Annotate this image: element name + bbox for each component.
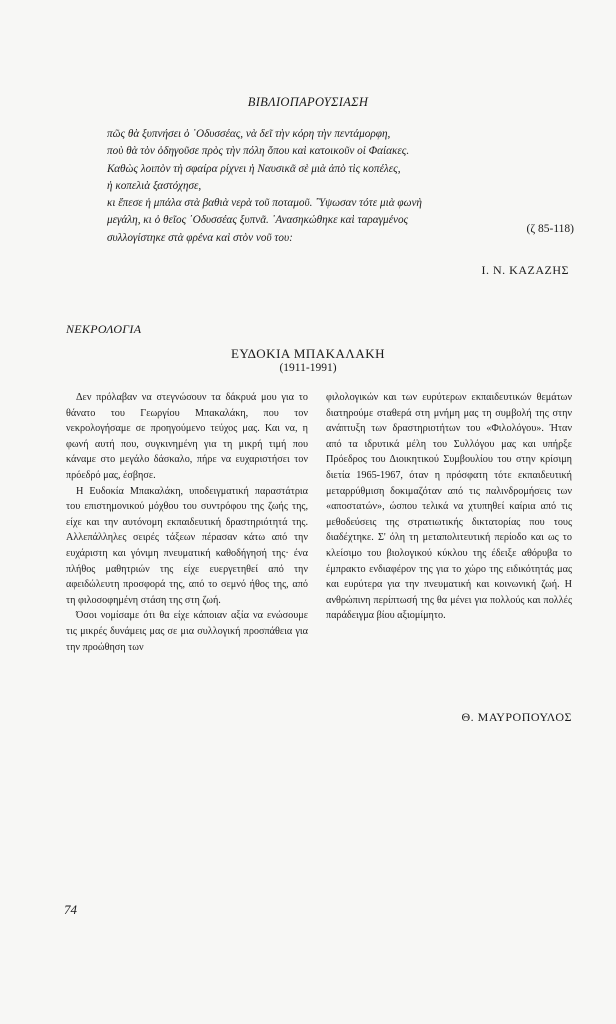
poem-line: ποὺ θὰ τὸν ὁδηγοῦσε πρὸς τὴν πόλη ὅπου καὶ κατοικοῦν οἱ Φαίακες. [107,145,410,158]
poem-line: κι ἔπεσε ἡ μπάλα στὰ βαθιὰ νερὰ τοῦ ποταμοῦ. ῍Υψωσαν τότε μιὰ φωνὴ [107,197,422,210]
poem-line: ἡ κοπελιὰ ξαστόχησε, [107,179,202,192]
page-number: 74 [64,902,77,917]
paragraph: φιλολογικών και των ευρύτερων εκπαιδευτικών θεμάτων διατηρούμε σταθερά στη μνήμη μας τη συμβολή της στην ανάπτυξη των δραστηριοτήτων του «Φιλολόγου». Ήταν από τα ιδρυτικά μέλη του Συλλόγου μας και υπήρξε Πρόεδρος του Διοικητικού Συμβουλίου του στην κρίσιμη διετία 1965-1967, όταν η πρόσφατη τότε εκπαιδευτική μεταρρύθμιση δοκιμαζόταν από τις παλινδρομήσεις των «αποστατών», ώσπου τελικά να χτυπηθεί καίρια από τις μεθοδεύσεις της στρατιωτικής δικτατορίας που τους διαδέχτηκε. Σ' όλη τη μεταπολιτευτική περίοδο και ως το κλείσιμο του βιολογικού κύκλου της έδειξε αθόρυβα το έμπρακτο ενδιαφέρον της για το χώρο της ειδικότητάς μας και ευρύτερα για την πνευματική και κοινωνική ζωή. Η ανθρώπινη περίπτωσή της θα μένει για πολλούς και πολλές παράδειγμα βίου αξιομίμητο. [326,392,572,622]
obituary-left-column [66,390,308,655]
obituary-signature: Θ. ΜΑΥΡΟΠΟΥΛΟΣ [461,710,572,724]
obituary-name: ΕΥΔΟΚΙΑ ΜΠΑΚΑΛΑΚΗ [230,346,386,361]
obituary-right-column [326,390,572,624]
poem-excerpt [107,126,577,247]
paragraph: Όσοι νομίσαμε ότι θα είχε κάποιαν αξία να ενώσουμε τις μικρές δυνάμεις μας σε μια συλλογική προσπάθεια για την προώθηση των [66,610,308,653]
paragraph: Δεν πρόλαβαν να στεγνώσουν τα δάκρυά μου για το θάνατο του Γεωργίου Μπακαλάκη, που τον νεκρολογήσαμε σε προηγούμενο τεύχος μας. Και να, η φωνή αυτή που, συγκινημένη για τη μικρή τιμή που κάναμε στο μεγάλο δάσκαλο, πήρε να ευχαριστήσει τον πρόεδρό μας, έσβησε. [66,392,308,481]
running-head: ΒΙΒΛΙΟΠΑΡΟΥΣΙΑΣΗ [247,95,369,109]
section-title: ΝΕΚΡΟΛΟΓΙΑ [66,322,142,336]
paragraph: Η Ευδοκία Μπακαλάκη, υποδειγματική παραστάτρια του επιστημονικού μόχθου του συντρόφου της ζωής της, είχε και την αυτόνομη εκπαιδευτική δραστηριότητά της. Αλλεπάλληλες σειρές τάξεων πέρασαν κάτω από την ευχάριστη και γόνιμη πνευματική καθοδήγησή της· ένα πλήθος μαθητριών της είχε ευεργετηθεί από την αφειδώλευτη προσφορά της, από το σεμνό ήθος της, από τη φιλοσοφημένη στάση της στη ζωή. [66,485,308,606]
poem-reference: (ζ 85-118) [526,223,574,235]
poem-line: συλλογίστηκε στὰ φρένα καὶ στὸν νοῦ του: [107,231,293,244]
poem-line: Καθὼς λοιπὸν τὴ σφαίρα ρίχνει ἡ Ναυσικᾶ σὲ μιὰ ἀπὸ τὶς κοπέλες, [107,162,401,175]
review-signature: Ι. Ν. ΚΑΖΑΖΗΣ [481,263,569,277]
obituary-years: (1911-1991) [279,362,337,374]
poem-line: μεγάλη, κι ὁ θεῖος ᾿Οδυσσέας ξυπνᾶ. ᾿Ανασηκώθηκε καὶ ταραγμένος [107,214,409,227]
poem-line: πῶς θὰ ξυπνήσει ὁ ᾿Οδυσσέας, νὰ δεῖ τὴν κόρη τὴν πεντάμορφη, [107,128,391,140]
